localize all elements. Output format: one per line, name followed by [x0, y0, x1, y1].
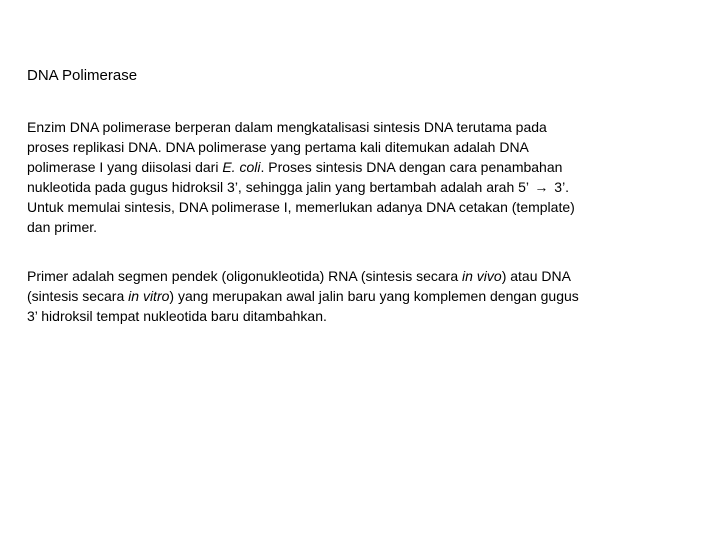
- paragraph-primer: [27, 266, 697, 326]
- text-line: Enzim DNA polimerase berperan dalam mengkatalisasi sintesis DNA terutama pada: [27, 119, 547, 135]
- text-span: nukleotida pada gugus hidroksil 3’, sehingga jalin yang bertambah adalah arah 5’: [27, 179, 529, 195]
- text-line: [27, 177, 697, 197]
- text-line: 3’ hidroksil tempat nukleotida baru ditambahkan.: [27, 308, 327, 324]
- text-line: Untuk memulai sintesis, DNA polimerase I, memerlukan adanya DNA cetakan (template): [27, 199, 575, 215]
- text-line: [27, 157, 697, 177]
- page-title: DNA Polimerase: [27, 67, 138, 84]
- text-span: . Proses sintesis DNA dengan cara penambahan: [260, 159, 563, 175]
- text-span: 3’.: [554, 179, 570, 195]
- italic-term: in vivo: [462, 268, 502, 284]
- text-line: proses replikasi DNA. DNA polimerase yang pertama kali ditemukan adalah DNA: [27, 139, 529, 155]
- text-line: dan primer.: [27, 219, 98, 235]
- italic-species-name: E. coli: [222, 159, 261, 175]
- arrow-right-icon: →: [534, 179, 549, 195]
- text-span: polimerase I yang diisolasi dari: [27, 159, 223, 175]
- text-span: (sintesis secara: [27, 288, 129, 304]
- text-span: ) atau DNA: [501, 268, 571, 284]
- text-line: [27, 266, 697, 286]
- paragraph-dna-polymerase: [27, 117, 697, 237]
- text-line: [27, 286, 697, 306]
- text-span: ) yang merupakan awal jalin baru yang komplemen dengan gugus: [169, 288, 579, 304]
- italic-term: in vitro: [128, 288, 170, 304]
- text-span: Primer adalah segmen pendek (oligonukleotida) RNA (sintesis secara: [27, 268, 462, 284]
